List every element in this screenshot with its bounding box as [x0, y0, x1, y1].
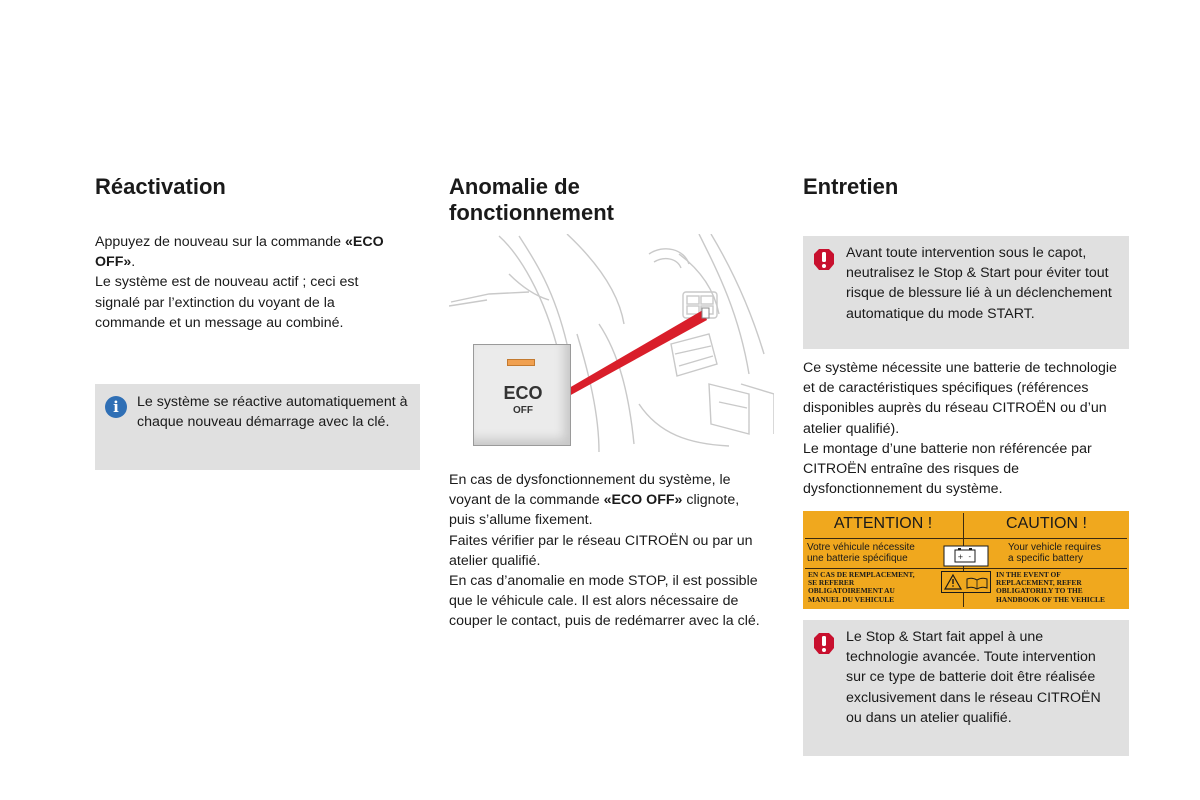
text-segment: En cas de dysfonctionnement du système, le voyant de la commande	[449, 472, 731, 509]
anomalie-paragraph-2: Faites vérifier par le réseau CITROËN ou par un atelier qualifié.	[449, 532, 753, 569]
text-segment: clignote, puis s’allume fixement.	[449, 492, 740, 529]
column-anomalie	[449, 172, 769, 630]
label-en-line-2: a specific battery	[1008, 553, 1084, 564]
warning-icon	[813, 632, 835, 656]
label-attention-heading: ATTENTION !	[833, 515, 933, 532]
section-title-reactivation: Réactivation	[95, 174, 226, 199]
label-en-small-line: REPLACEMENT, REFER	[996, 578, 1082, 588]
info-icon: i	[105, 396, 127, 418]
dashboard-illustration	[449, 234, 774, 454]
warning-note-1	[803, 236, 1129, 349]
text-segment: Appuyez de nouveau sur la commande	[95, 234, 346, 250]
label-fr-line-1: Votre véhicule nécessite	[807, 542, 915, 553]
warning-icon	[813, 248, 835, 272]
battery-icon	[943, 545, 989, 567]
section-title-anomalie: Anomalie de fonctionnement	[449, 174, 614, 225]
label-fr-small-line: OBLIGATOIREMENT AU	[808, 586, 895, 596]
anomalie-paragraph-3: En cas d’anomalie en mode STOP, il est possible que le véhicule cale. Il est alors nécessaire de couper le contact, puis de redémarrer avec la clé.	[449, 573, 760, 630]
label-caution-heading: CAUTION !	[1006, 515, 1087, 532]
eco-off-indicator-led	[507, 359, 535, 366]
manual-warning-icon	[941, 571, 991, 593]
eco-off-command-label: «ECO OFF»	[603, 492, 683, 509]
warning-note-1-text: Avant toute intervention sous le capot, neutralisez le Stop & Start pour éviter tout risque de blessure lié à un déclenchement automatique du mode START.	[846, 245, 1112, 322]
reactivation-paragraph-1	[95, 232, 420, 272]
warning-note-2	[803, 620, 1129, 756]
label-en-small-line: IN THE EVENT OF	[996, 570, 1061, 579]
column-entretien	[803, 172, 1129, 726]
eco-off-command-label: «ECO OFF»	[95, 234, 384, 271]
svg-text:+: +	[957, 553, 964, 561]
anomalie-paragraph-1	[449, 470, 767, 531]
label-fr-line-2: une batterie spécifique	[807, 553, 908, 564]
reactivation-paragraph-2: Le système est de nouveau actif ; ceci est signalé par l’extinction du voyant de la commande et un message au combiné.	[95, 274, 359, 331]
section-title-entretien: Entretien	[803, 174, 899, 199]
label-en-small-line: HANDBOOK OF THE VEHICLE	[996, 594, 1105, 604]
label-fr-small-line: MANUEL DU VEHICULE	[808, 594, 895, 604]
warning-note-2-text: Le Stop & Start fait appel à une technologie avancée. Toute intervention sur ce type de batterie doit être réalisée exclusivement dans le réseau CITROËN ou dans un atelier qualifié.	[846, 629, 1101, 726]
text-segment: .	[131, 254, 136, 271]
column-reactivation	[95, 172, 420, 470]
label-top-rule	[805, 538, 1127, 539]
entretien-paragraph-2: Le montage d’une batterie non référencée par CITROËN entraîne des risques de dysfonctionnement du système.	[803, 440, 1092, 498]
label-fr-small-text	[808, 571, 938, 604]
label-fr-small-line: EN CAS DE REMPLACEMENT,	[808, 570, 915, 579]
battery-warning-label	[803, 511, 1129, 609]
anomalie-text-block	[449, 470, 767, 632]
eco-label: ECO	[503, 383, 543, 403]
info-note-text: Le système se réactive automatiquement à chaque nouveau démarrage avec la clé.	[137, 394, 408, 431]
label-en-small-line: OBLIGATORILY TO THE	[996, 586, 1083, 596]
svg-text:-: -	[968, 553, 972, 561]
label-fr-small-line: SE REFERER	[808, 578, 855, 588]
label-en-small-text	[996, 571, 1128, 604]
off-label: OFF	[513, 405, 533, 416]
info-note	[95, 384, 420, 470]
eco-off-button-closeup	[473, 344, 571, 446]
entretien-paragraph-1: Ce système nécessite une batterie de technologie et de caractéristiques spécifiques (références disponibles auprès du réseau CITROËN ou d’un atelier qualifié).	[803, 360, 1117, 437]
label-mid-rule	[805, 568, 1127, 569]
label-en-line-1: Your vehicle requires	[1008, 542, 1102, 553]
